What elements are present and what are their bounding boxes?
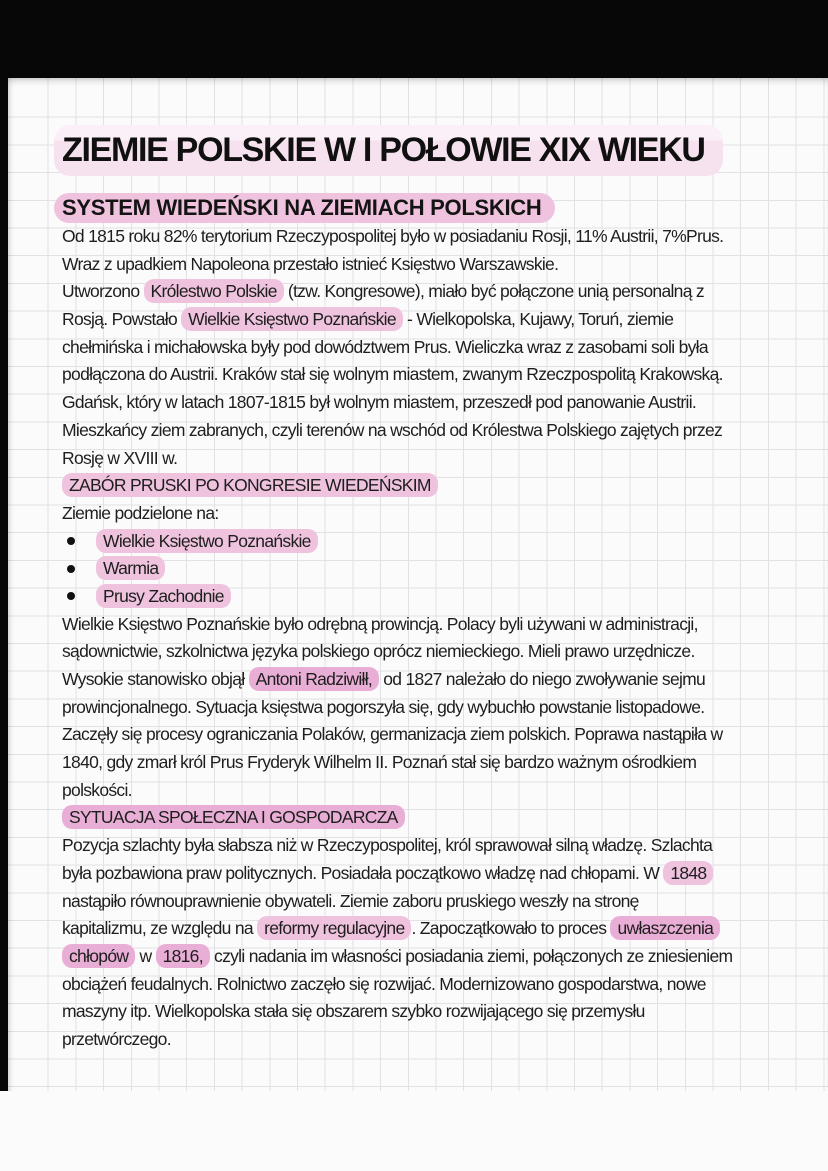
- photo-background-top: [0, 0, 828, 78]
- text-segment: 1840, gdy zmarł król Prus Fryderyk Wilhelm II. Poznań stał się bardzo ważnym ośrodkiem: [62, 752, 697, 773]
- text-line: [62, 777, 828, 805]
- section-heading: [54, 193, 828, 223]
- text-line: [62, 749, 828, 777]
- text-segment: kapitalizmu, ze względu na: [62, 918, 258, 939]
- text-segment: chełmińska i michałowska były pod dowództwem Prus. Wieliczka wraz z zasobami soli była: [62, 336, 708, 357]
- highlighted-text: uwłaszczenia: [610, 916, 720, 940]
- text-segment: Wielkie Księstwo Poznańskie było odrębną prowincją. Polacy byli używani w administracji,: [62, 613, 698, 634]
- highlighted-text: 1848: [663, 861, 713, 885]
- text-segment: polskości.: [62, 779, 132, 800]
- text-segment: Utworzono: [62, 281, 144, 302]
- text-line: [62, 611, 828, 639]
- text-line: [62, 860, 828, 888]
- bullet-item: [62, 555, 828, 583]
- page-title-highlight: ZIEMIE POLSKIE W I POŁOWIE XIX WIEKU: [54, 125, 723, 176]
- text-line: [62, 445, 828, 473]
- text-line: [62, 888, 828, 916]
- highlighted-text: Warmia: [96, 556, 165, 580]
- text-line: [62, 694, 828, 722]
- text-segment: - Wielkopolska, Kujawy, Toruń, ziemie: [402, 309, 674, 330]
- highlighted-text: Królestwo Polskie: [144, 279, 284, 303]
- text-segment: maszyny itp. Wielkopolska stała się obszarem szybko rozwijającego się przemysłu: [62, 1001, 645, 1022]
- note-content: [62, 223, 828, 1054]
- text-line: [62, 943, 828, 971]
- text-line: [62, 278, 828, 306]
- text-segment: Rosją. Powstało: [62, 309, 182, 330]
- text-line: [62, 721, 828, 749]
- text-line: [62, 804, 828, 832]
- bullet-item: [62, 528, 828, 556]
- text-segment: Od 1815 roku 82% terytorium Rzeczypospolitej było w posiadaniu Rosji, 11% Austrii, 7%Prus.: [62, 226, 724, 246]
- text-segment: Gdańsk, który w latach 1807-1815 był wolnym miastem, przeszedł pod panowanie Austrii.: [62, 392, 697, 413]
- text-segment: . Zapoczątkowało to proces: [411, 918, 611, 939]
- text-segment: Pozycja szlachty była słabsza niż w Rzeczypospolitej, król sprawował silną władzę. Szlachta: [62, 835, 713, 856]
- highlighted-text: Antoni Radziwiłł,: [249, 667, 380, 691]
- highlighted-text: reformy regulacyjne: [257, 916, 411, 940]
- text-segment: czyli nadania im własności posiadania ziemi, połączonych ze zniesieniem: [209, 945, 733, 966]
- bullet-item: [62, 583, 828, 611]
- text-segment: przetwórczego.: [62, 1028, 171, 1049]
- highlighted-text: chłopów: [62, 944, 135, 968]
- text-segment: Ziemie podzielone na:: [62, 502, 219, 523]
- text-line: [62, 334, 828, 362]
- text-segment: nastąpiło równouprawnienie obywateli. Ziemie zaboru pruskiego weszły na stronę: [62, 890, 639, 911]
- text-segment: Mieszkańcy ziem zabranych, czyli terenów na wschód od Królestwa Polskiego zajętych przez: [62, 419, 723, 440]
- notebook-page: [8, 78, 828, 1091]
- text-line: [62, 638, 828, 666]
- bullet-icon: [67, 537, 75, 545]
- bullet-icon: [67, 565, 75, 573]
- highlighted-text: 1816,: [156, 944, 210, 968]
- text-segment: Rosję w XVIII w.: [62, 447, 178, 468]
- section-heading-highlight: SYSTEM WIEDEŃSKI NA ZIEMIACH POLSKICH: [54, 193, 555, 223]
- text-segment: obciążeń feudalnych. Rolnictwo zaczęło się rozwijać. Modernizowano gospodarstwa, nowe: [62, 973, 706, 994]
- text-line: [62, 472, 828, 500]
- text-segment: w: [135, 945, 156, 966]
- text-line: [62, 832, 828, 860]
- text-line: [62, 971, 828, 999]
- text-line: [62, 915, 828, 943]
- text-segment: Wraz z upadkiem Napoleona przestało istnieć Księstwo Warszawskie.: [62, 253, 559, 274]
- highlighted-text: ZABÓR PRUSKI PO KONGRESIE WIEDEŃSKIM: [62, 473, 438, 497]
- text-segment: (tzw. Kongresowe), miało być połączone unią personalną z: [283, 281, 704, 302]
- text-segment: prowincjonalnego. Sytuacja księstwa pogorszyła się, gdy wybuchło powstanie listopadowe.: [62, 696, 705, 717]
- text-line: [62, 500, 828, 528]
- bullet-icon: [67, 592, 75, 600]
- text-line: [62, 666, 828, 694]
- text-line: [62, 1026, 828, 1054]
- text-segment: od 1827 należało do niego zwoływanie sejmu: [379, 669, 706, 689]
- highlighted-text: Prusy Zachodnie: [96, 584, 231, 608]
- text-line: [62, 306, 828, 334]
- text-segment: sądownictwie, szkolnictwa języka polskiego oprócz niemieckiego. Mieli prawo urzędnicze.: [62, 641, 695, 662]
- text-segment: podłączona do Austrii. Kraków stał się wolnym miastem, zwanym Rzeczpospolitą Krakowską.: [62, 364, 723, 385]
- text-line: [62, 998, 828, 1026]
- text-segment: Zaczęły się procesy ograniczania Polaków, germanizacja ziem polskich. Poprawa nastąpiła w: [62, 724, 723, 745]
- text-line: [62, 389, 828, 417]
- highlighted-text: SYTUACJA SPOŁECZNA I GOSPODARCZA: [62, 805, 405, 829]
- text-line: [62, 361, 828, 389]
- photo-background-left: [0, 78, 8, 1091]
- text-segment: była pozbawiona praw politycznych. Posiadała początkowo władzę nad chłopami. W: [62, 862, 664, 883]
- text-segment: Wysokie stanowisko objął: [62, 669, 249, 689]
- text-line: [62, 417, 828, 445]
- page-title: [54, 125, 828, 171]
- highlighted-text: Wielkie Księstwo Poznańskie: [181, 307, 403, 331]
- text-line: [62, 223, 828, 251]
- highlighted-text: Wielkie Księstwo Poznańskie: [96, 529, 318, 553]
- text-line: [62, 251, 828, 279]
